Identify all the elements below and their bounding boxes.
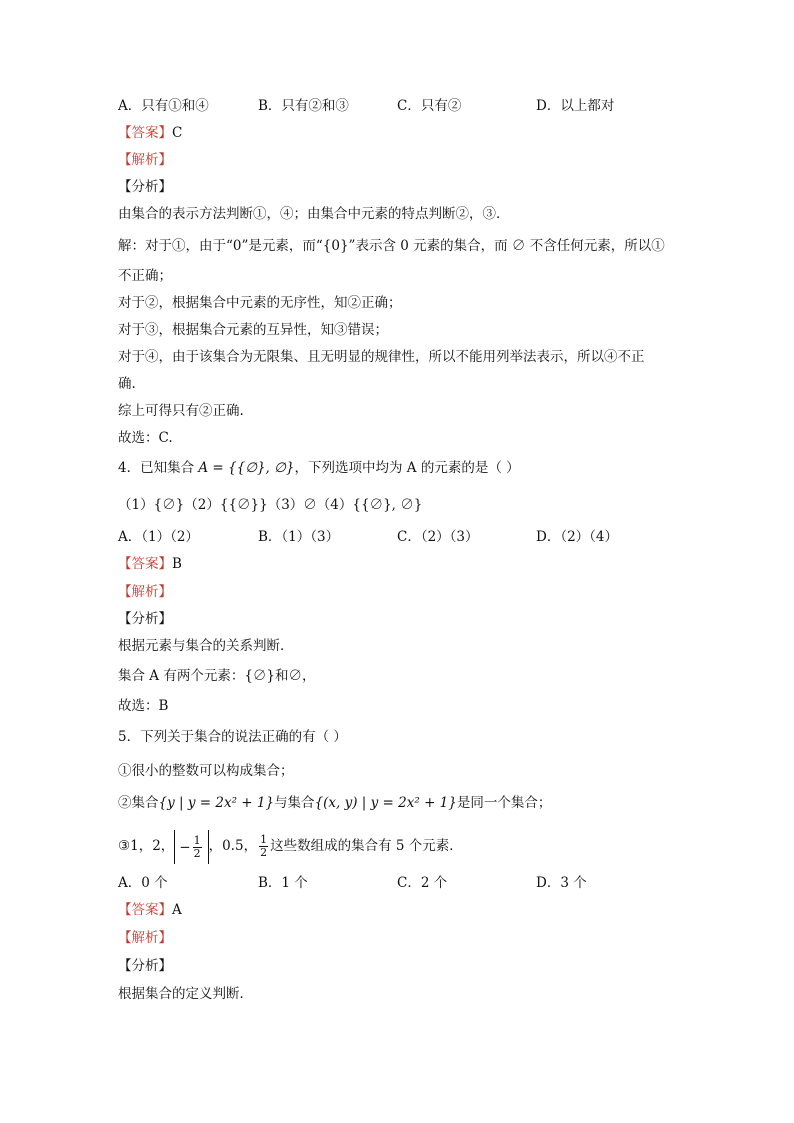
q3-answer: C (172, 125, 183, 141)
q5-item2-c: 是同一个集合； (456, 795, 552, 811)
q5-item1: ①很小的整数可以构成集合； (118, 763, 294, 779)
q3-text-1: 解：对于①，由于“0”是元素，而“{0}”表示含 0 元素的集合，而 ∅ 不含任何元素，所以① (118, 238, 665, 254)
fraction-denominator: 2 (260, 846, 268, 859)
q4-option-a: A．（1）（2） (118, 529, 199, 545)
q3-text-2: 不正确； (118, 268, 172, 284)
fraction-numerator: 1 (260, 833, 268, 846)
answer-tag: 【答案】 (118, 125, 172, 141)
q4-stem (118, 459, 520, 477)
fraction-denominator: 2 (193, 846, 201, 860)
q3-answer-line (118, 124, 182, 142)
fraction-2 (259, 834, 268, 859)
minus-sign: − (179, 839, 191, 855)
q5-item2-set2: {(x, y) | y = 2x² + 1} (314, 795, 457, 811)
q4-text-2: 故选：B (118, 698, 169, 714)
q4-text-1: 集合 A 有两个元素：{∅}和∅， (118, 668, 316, 684)
q3-text-7: 综上可得只有②正确. (118, 403, 244, 419)
q5-fenxi: 【分析】 (118, 958, 172, 974)
answer-tag: 【答案】 (118, 556, 172, 572)
q3-option-b: B．只有②和③ (258, 98, 349, 114)
q3-jiexi: 【解析】 (118, 152, 172, 168)
q5-item2-b: 与集合 (274, 795, 315, 811)
q4-fenxi: 【分析】 (118, 611, 172, 627)
q5-item2-set1: {y | y = 2x² + 1} (158, 795, 275, 811)
q5-option-b: B．1 个 (258, 875, 308, 891)
q4-answer: B (172, 556, 182, 572)
q5-answer: A (172, 902, 182, 918)
q5-option-d: D．3 个 (536, 875, 587, 891)
q4-stem-set: A = {{∅}, ∅} (198, 460, 295, 476)
abs-value (174, 830, 208, 864)
q4-stem-pre: 4．已知集合 (118, 460, 199, 476)
q5-item3-c: 这些数组成的集合有 5 个元素． (270, 838, 463, 854)
q5-answer-line (118, 901, 182, 919)
q3-option-a: A．只有①和④ (118, 98, 209, 114)
q3-option-c: C．只有② (397, 98, 462, 114)
q5-text-0: 根据集合的定义判断． (118, 986, 253, 1002)
q3-text-6: 确. (118, 376, 136, 392)
fraction-numerator: 1 (193, 833, 201, 847)
q3-text-8: 故选：C. (118, 430, 173, 446)
q4-stem-post: ，下列选项中均为 A 的元素的是（ ） (294, 460, 520, 476)
q5-stem: 5．下列关于集合的说法正确的有（ ） (118, 729, 347, 745)
q3-text-4: 对于③，根据集合元素的互异性，知③错误； (118, 322, 388, 338)
q4-option-b: B．（1）（3） (258, 529, 340, 545)
q3-fenxi: 【分析】 (118, 179, 172, 195)
q5-item2 (118, 794, 551, 812)
q5-item3-b: ，0.5， (208, 838, 258, 854)
q3-text-5: 对于④，由于该集合为无限集、且无明显的规律性，所以不能用列举法表示，所以④不正 (118, 349, 645, 365)
q5-item3 (118, 829, 463, 864)
q4-text-0: 根据元素与集合的关系判断． (118, 638, 294, 654)
q4-answer-line (118, 555, 182, 573)
q5-jiexi: 【解析】 (118, 930, 172, 946)
q3-option-d: D．以上都对 (536, 98, 615, 114)
q5-option-c: C．2 个 (397, 875, 448, 891)
q4-items: （1）{∅}（2）{{∅}}（3）∅（4）{{∅}, ∅} (118, 497, 423, 513)
answer-tag: 【答案】 (118, 902, 172, 918)
q5-item2-a: ②集合 (118, 795, 159, 811)
q4-jiexi: 【解析】 (118, 584, 172, 600)
fraction (193, 835, 202, 860)
q3-text-3: 对于②，根据集合中元素的无序性，知②正确； (118, 295, 402, 311)
q5-item3-a: ③1，2， (118, 838, 175, 854)
q4-option-c: C．（2）（3） (397, 529, 479, 545)
q5-option-a: A．0 个 (118, 875, 168, 891)
q4-option-d: D．（2）（4） (536, 529, 619, 545)
q3-text-0: 由集合的表示方法判断①，④；由集合中元素的特点判断②，③． (118, 206, 510, 222)
